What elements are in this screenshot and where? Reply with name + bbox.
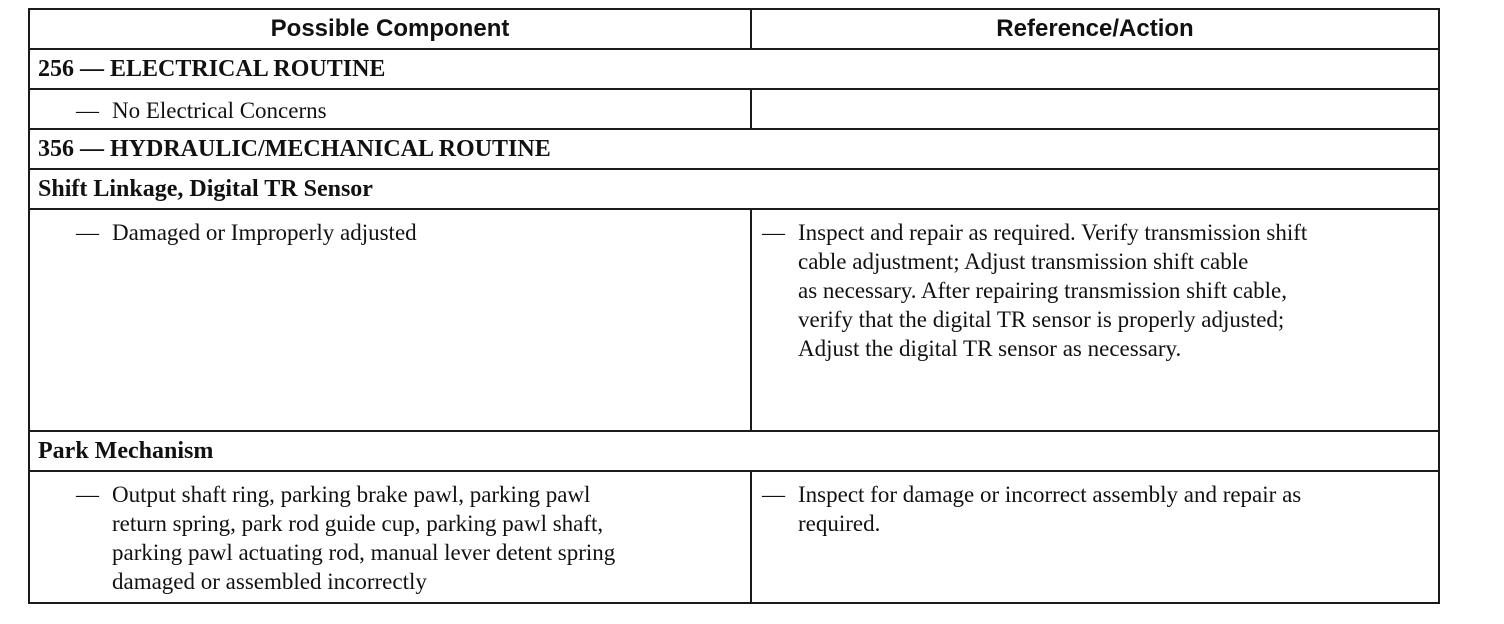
action-cell (751, 471, 1439, 603)
table-header-row (29, 9, 1439, 49)
diagnostic-table (28, 8, 1440, 604)
section-row (29, 129, 1439, 169)
dash-marker: — (76, 98, 99, 123)
section-title-shift-linkage: Shift Linkage, Digital TR Sensor (29, 169, 1439, 209)
section-title-electrical: 256 — ELECTRICAL ROUTINE (29, 49, 1439, 89)
component-cell (29, 471, 751, 603)
action-text: Inspect and repair as required. Verify transmission shift cable adjustment; Adjust transmission shift cable as necessary. After repairing transmission shift cable, verify that the digital TR sensor is properly adjusted; Adjust the digital TR sensor as necessary. (798, 220, 1308, 361)
section-row (29, 49, 1439, 89)
table-row (29, 89, 1439, 129)
action-text: Inspect for damage or incorrect assembly and repair as required. (798, 482, 1302, 536)
dash-marker: — (762, 220, 785, 245)
table-row (29, 471, 1439, 603)
component-cell (29, 209, 751, 431)
dash-marker: — (76, 220, 99, 245)
action-cell (751, 89, 1439, 129)
dash-marker: — (76, 482, 99, 507)
header-reference-action: Reference/Action (751, 9, 1439, 49)
action-cell (751, 209, 1439, 431)
section-title-park-mechanism: Park Mechanism (29, 431, 1439, 471)
section-title-hydraulic: 356 — HYDRAULIC/MECHANICAL ROUTINE (29, 129, 1439, 169)
section-row (29, 169, 1439, 209)
table-row (29, 209, 1439, 431)
component-text: No Electrical Concerns (112, 98, 327, 123)
section-row (29, 431, 1439, 471)
dash-marker: — (762, 482, 785, 507)
component-cell (29, 89, 751, 129)
component-text: Output shaft ring, parking brake pawl, parking pawl return spring, park rod guide cup, parking pawl shaft, parking pawl actuating rod, manual lever detent spring damaged or assembled incorrectly (112, 482, 616, 594)
component-text: Damaged or Improperly adjusted (112, 220, 417, 245)
header-possible-component: Possible Component (29, 9, 751, 49)
